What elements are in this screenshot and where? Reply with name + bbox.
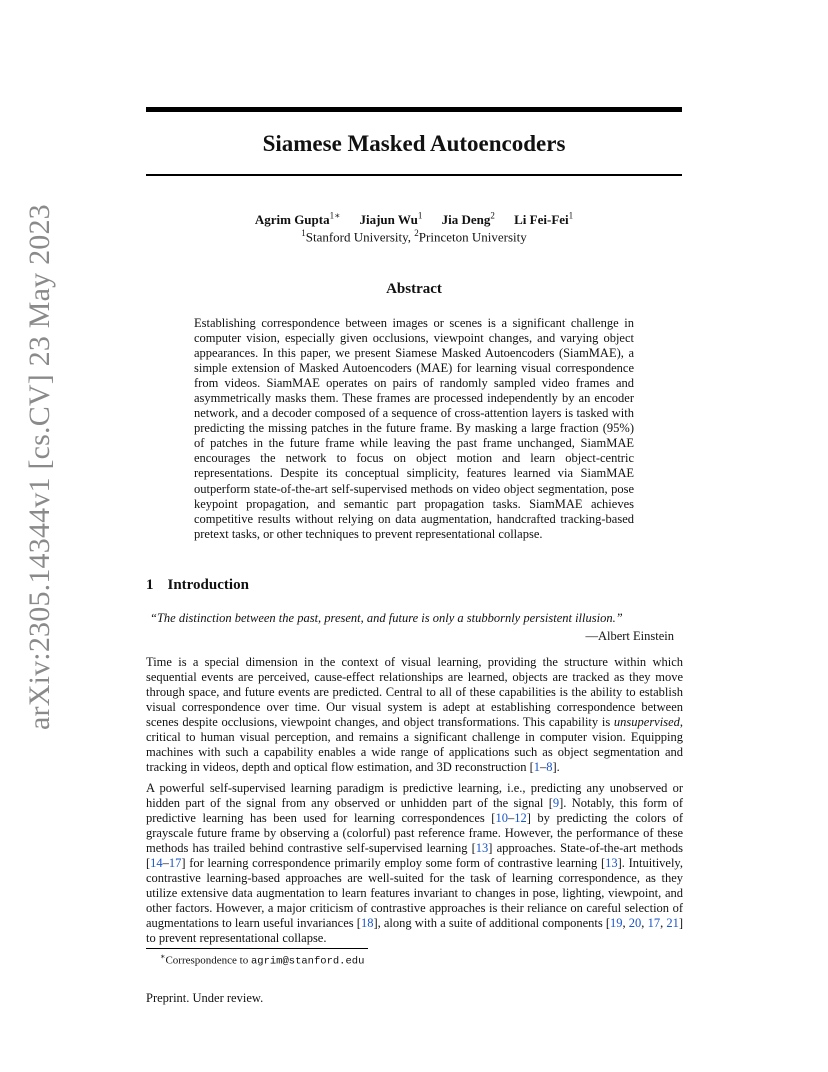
citation-link[interactable]: 14 xyxy=(150,856,163,871)
citation-link[interactable]: 17 xyxy=(647,916,661,931)
abstract-heading: Abstract xyxy=(386,281,442,297)
citation-link[interactable]: 9 xyxy=(552,796,560,811)
section-heading-introduction xyxy=(146,577,249,594)
paragraph-text: ] for learning correspondence primarily employ some form of contrastive learning [ xyxy=(181,856,606,871)
intro-paragraph-1 xyxy=(146,655,683,775)
author-name: Li Fei-Fei xyxy=(514,212,569,228)
abstract-body: Establishing correspondence between images or scenes is a significant challenge in computer vision, especially given occlusions, viewpoint changes, and varying object appearances. In this paper, we present Siamese Masked Autoencoders (SiamMAE), a simple extension of Masked Autoencoders (MAE) for learning visual correspondence from videos. SiamMAE operates on pairs of randomly sampled video frames and asymmetrically masks them. These frames are processed independently by an encoder network, and a decoder composed of a sequence of cross-attention layers is tasked with predicting the missing patches in the future frame. By masking a large fraction (95%) of patches in the future frame while leaving the past frame unchanged, SiamMAE encourages the network to focus on object motion and learn object-centric representations. Despite its conceptual simplicity, features learned via SiamMAE outperform state-of-the-art self-supervised methods on video object segmentation, pose keypoint propagation, and semantic part propagation tasks. SiamMAE achieves competitive results without relying on data augmentation, handcrafted tracking-based pretext tasks, or other techniques to prevent representational collapse. xyxy=(194,316,634,541)
footnote-mark: ∗ xyxy=(160,952,166,961)
paragraph-text: ]. Notably, this form of predictive learning has been used for learning correspondences [ xyxy=(146,796,683,826)
correspondence-email[interactable]: agrim@stanford.edu xyxy=(250,955,365,968)
paragraph-text: ] approaches. State-of-the-art methods [ xyxy=(146,841,683,871)
section-number: 1 xyxy=(146,577,154,593)
affil-mark: 1 xyxy=(301,228,306,238)
citation-link[interactable]: 12 xyxy=(514,811,527,826)
footnote xyxy=(160,952,364,968)
citation-range-dash: – xyxy=(162,856,169,871)
title-bottom-rule xyxy=(146,174,682,176)
author xyxy=(514,212,573,227)
section-title: Introduction xyxy=(167,577,249,593)
paragraph-text: ], along with a suite of additional components [ xyxy=(373,916,611,931)
citation-separator: , xyxy=(641,916,648,931)
paragraph-text: , critical to human visual perception, and remains a significant challenge in computer vision. Equipping machines with such a capability enables a wide range of applications such as object segmentation and tracking in videos, depth and optical flow estimation, and 3D reconstruction [ xyxy=(146,715,683,775)
citation-link[interactable]: 20 xyxy=(628,916,642,931)
paragraph-text: Time is a special dimension in the context of visual learning, providing the structure within which sequential events are perceived, cause-effect relationships are learned, objects are tracked as they move through space, and future events are predicted. Central to all of these capabilities is the ability to establish visual correspondence over time. Our visual system is adept at establishing correspondence between scenes despite occlusions, viewpoint changes, and object transformations. This capability is xyxy=(146,655,683,730)
author xyxy=(359,212,422,227)
author-name: Agrim Gupta xyxy=(254,212,330,228)
paragraph-text: A powerful self-supervised learning paradigm is predictive learning, i.e., predicting any unobserved or hidden part of the signal from any observed or unhidden part of the signal [ xyxy=(146,781,683,811)
epigraph-attribution: —Albert Einstein xyxy=(585,629,674,643)
paragraph-text: ]. xyxy=(552,760,560,775)
citation-link[interactable]: 13 xyxy=(475,841,489,856)
citation-separator: , xyxy=(660,916,667,931)
citation-link[interactable]: 18 xyxy=(360,916,374,931)
citation-link[interactable]: 19 xyxy=(610,916,623,931)
author-affil-mark: 1 xyxy=(417,211,423,221)
citation-link[interactable]: 21 xyxy=(666,916,679,931)
citation-link[interactable]: 8 xyxy=(546,760,553,775)
author xyxy=(442,212,495,227)
footnote-text: Correspondence to xyxy=(165,954,251,967)
affiliation: Stanford University, xyxy=(305,229,415,245)
citation-link[interactable]: 1 xyxy=(533,760,541,775)
author-name: Jiajun Wu xyxy=(359,212,418,228)
emphasis-text: unsupervised xyxy=(613,715,680,730)
affiliation: Princeton University xyxy=(418,229,527,245)
citation-link[interactable]: 10 xyxy=(495,811,508,826)
citation-link[interactable]: 17 xyxy=(168,856,182,871)
title-top-rule xyxy=(146,107,682,112)
citation-range-dash: – xyxy=(507,811,515,826)
paragraph-text: ]. Intuitively, contrastive learning-based approaches are well-suited for the task of learning correspondence, as they utilize extensive data augmentation to learn features invariant to changes in pose, lighting, viewpoint, and other factors. However, a major criticism of contrastive approaches is their reliance on careful selection of augmentations to learn useful invariances [ xyxy=(146,856,684,931)
intro-paragraph-2 xyxy=(146,781,683,947)
citation-separator: , xyxy=(622,916,629,931)
affiliations xyxy=(146,228,682,245)
citation-range-dash: – xyxy=(540,760,547,775)
affil-mark: 2 xyxy=(414,228,419,238)
arxiv-side-label: arXiv:2305.14344v1 [cs.CV] 23 May 2023 xyxy=(23,204,56,730)
preprint-note: Preprint. Under review. xyxy=(146,991,264,1005)
author xyxy=(255,212,340,227)
paragraph-text: ] to prevent representational collapse. xyxy=(146,916,684,946)
author-affil-mark: 1∗ xyxy=(329,211,341,221)
author-affil-mark: 1 xyxy=(568,211,574,221)
citation-link[interactable]: 13 xyxy=(605,856,618,871)
footnote-rule xyxy=(146,948,368,949)
author-affil-mark: 2 xyxy=(490,211,495,221)
paper-title: Siamese Masked Autoencoders xyxy=(262,131,566,156)
author-list xyxy=(146,211,682,228)
paragraph-text: ] by predicting the colors of grayscale future frame by observing a (colorful) past reference frame. However, the performance of these methods has trailed behind contrastive self-supervised learning [ xyxy=(146,811,683,856)
epigraph-quote: “The distinction between the past, present, and future is only a stubbornly persistent illusion.” xyxy=(150,611,623,625)
author-name: Jia Deng xyxy=(441,212,491,228)
